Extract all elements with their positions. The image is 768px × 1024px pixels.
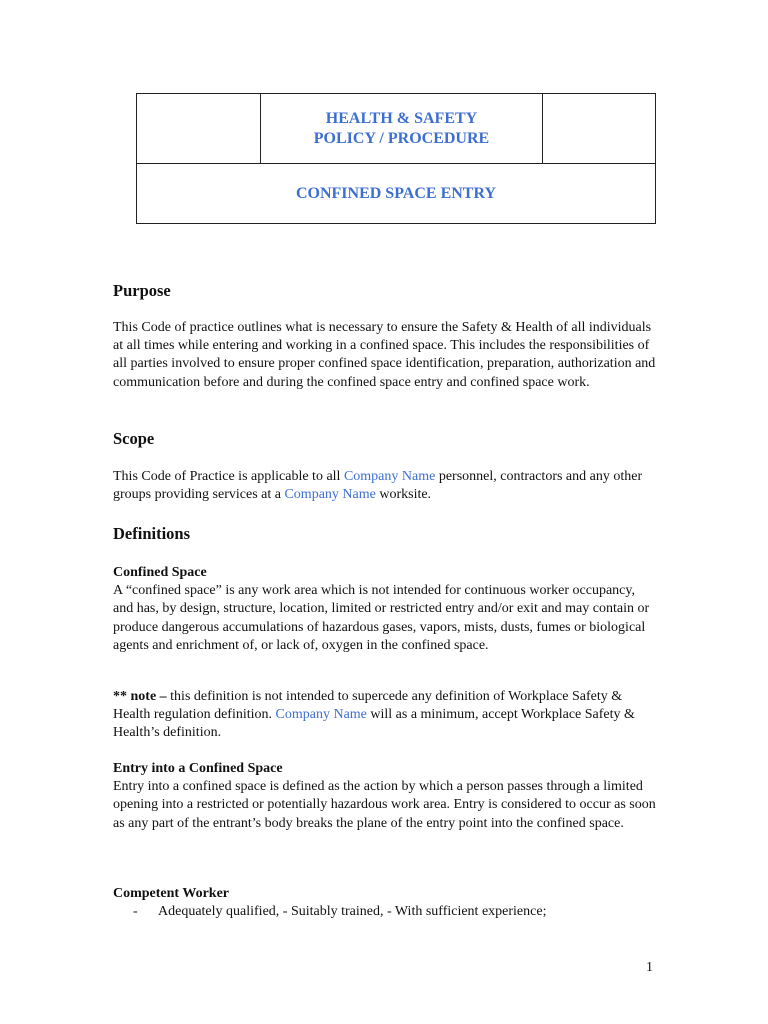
page-number: 1 xyxy=(646,960,653,975)
note-label: ** note – xyxy=(113,689,167,704)
confined-space-title: Confined Space xyxy=(113,565,207,580)
bullet-text: Adequately qualified, - Suitably trained, - With sufficient experience; xyxy=(158,904,547,920)
definitions-heading: Definitions xyxy=(113,524,191,543)
entry-def xyxy=(113,760,658,833)
bullet-dash: - xyxy=(133,904,138,920)
purpose-section xyxy=(113,281,658,301)
competent-worker-bullet xyxy=(113,903,658,921)
competent-worker-def xyxy=(113,885,658,921)
competent-worker-title: Competent Worker xyxy=(113,886,229,901)
definitions-section xyxy=(113,524,658,544)
header-subject-cell xyxy=(137,164,656,224)
entry-title: Entry into a Confined Space xyxy=(113,761,283,776)
purpose-paragraph: This Code of practice outlines what is necessary to ensure the Safety & Health of all individuals at all times while entering and working in a confined space. This includes the responsibilities of all parties involved to ensure proper confined space identification, preparation, authorization and communication before and during the confined space entry and confined space work. xyxy=(113,320,656,390)
purpose-heading: Purpose xyxy=(113,281,171,300)
scope-section xyxy=(113,429,658,449)
confined-space-body: A “confined space” is any work area which is not intended for continuous worker occupancy, and has, by design, structure, location, limited or restricted entry and/or exit and may contain or produce dangerous accumulations of hazardous gases, vapors, mists, dusts, fumes or biological agents and enrichment of, or lack of, oxygen in the confined space. xyxy=(113,583,650,653)
company-name-placeholder: Company Name xyxy=(275,707,367,723)
company-name-placeholder: Company Name xyxy=(284,487,376,503)
header-logo-cell xyxy=(137,94,261,164)
note-block xyxy=(113,688,658,743)
note-paragraph xyxy=(113,688,658,743)
scope-text-b: personnel, contractors and any other groups providing services at a xyxy=(113,469,643,503)
header-title-cell xyxy=(261,94,543,164)
purpose-body xyxy=(113,319,658,392)
header-title-line1: HEALTH & SAFETY xyxy=(325,109,478,127)
scope-text-a: This Code of Practice is applicable to all xyxy=(113,469,344,484)
scope-heading: Scope xyxy=(113,429,155,448)
header-subject: CONFINED SPACE ENTRY xyxy=(295,184,497,202)
scope-text-c: worksite. xyxy=(375,487,432,503)
scope-paragraph xyxy=(113,468,658,504)
note-text-a: this definition is not intended to supercede any definition of Workplace Safety & Health regulation definition. xyxy=(113,689,623,723)
scope-body xyxy=(113,468,658,504)
header-table xyxy=(136,93,656,224)
confined-space-def xyxy=(113,564,658,655)
company-name-placeholder: Company Name xyxy=(343,469,436,484)
note-text-b: will as a minimum, accept Workplace Safety & Health’s definition. xyxy=(113,707,635,741)
entry-body: Entry into a confined space is defined as the action by which a person passes through a limited opening into a restricted or potentially hazardous work area. Entry is considered to occur as soon as any part of the entrant’s body breaks the plane of the entry point into the confined space. xyxy=(113,779,656,831)
header-right-cell xyxy=(543,94,656,164)
header-title-line2: POLICY / PROCEDURE xyxy=(313,129,490,147)
